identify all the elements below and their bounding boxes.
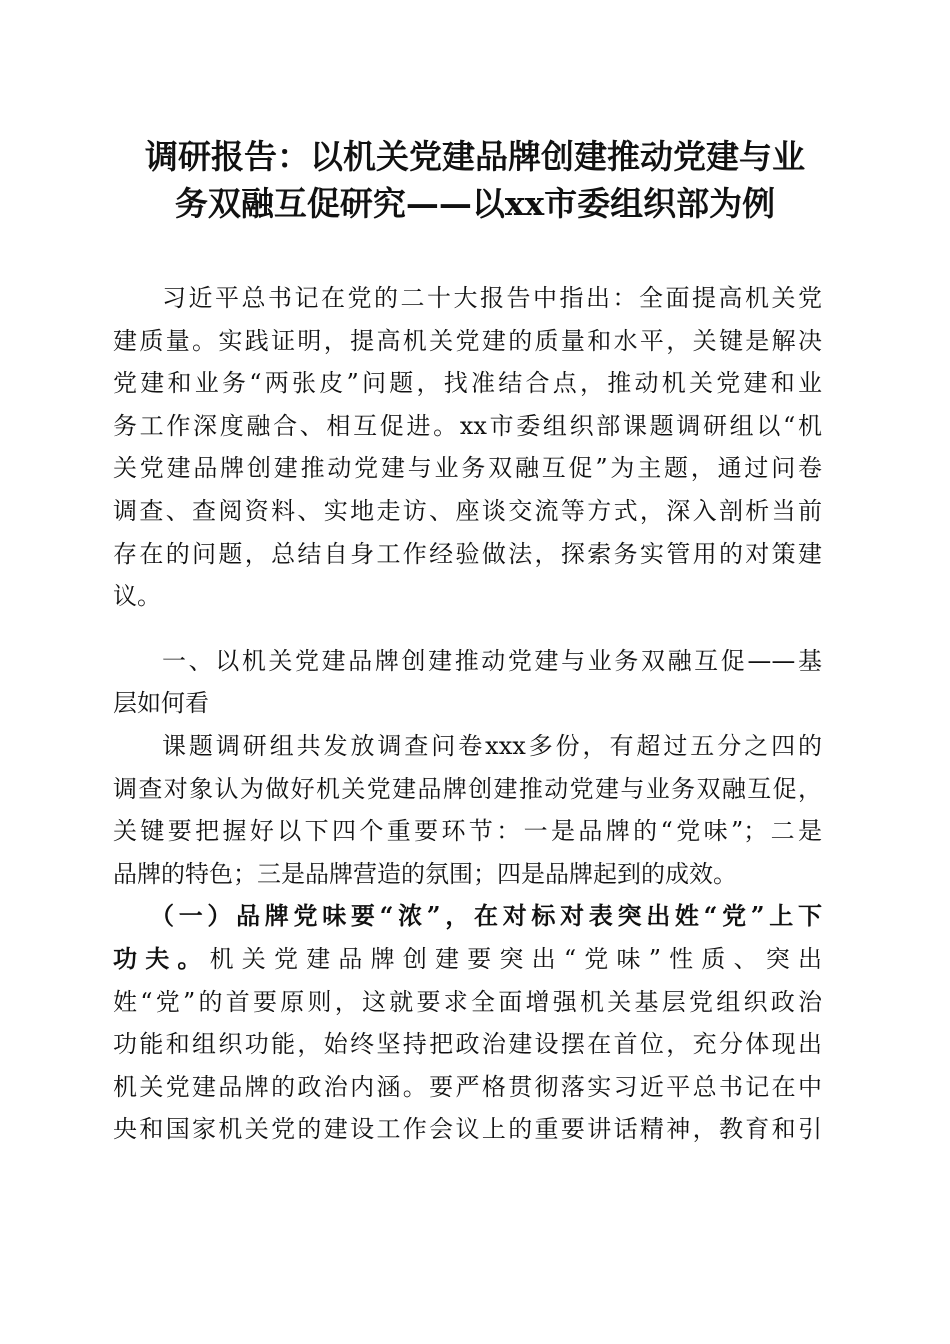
text-line: 姓“党”的首要原则，这就要求全面增强机关基层党组织政治 bbox=[113, 987, 822, 1016]
document-body bbox=[113, 277, 822, 1151]
text-line: 功能和组织功能，始终坚持把政治建设摆在首位，充分体现出 bbox=[113, 1030, 822, 1059]
text-line: 调查、查阅资料、实地走访、座谈交流等方式，深入剖析当前 bbox=[113, 496, 822, 525]
text-line: 调查对象认为做好机关党建品牌创建推动党建与业务双融互促， bbox=[113, 774, 822, 803]
text-line: 务工作深度融合、相互促进。xx市委组织部课题调研组以“机 bbox=[113, 411, 822, 440]
text-line: 习近平总书记在党的二十大报告中指出：全面提高机关党 bbox=[162, 284, 822, 312]
title-line: 调研报告：以机关党建品牌创建推动党建与业 bbox=[145, 137, 805, 176]
text-line: 存在的问题，总结自身工作经验做法，探索务实管用的对策建 bbox=[113, 539, 822, 568]
text-line bbox=[113, 938, 822, 981]
text-line: 品牌的特色；三是品牌营造的氛围；四是品牌起到的成效。 bbox=[113, 859, 737, 888]
section-heading bbox=[113, 640, 822, 725]
text-line: 课题调研组共发放调查问卷xxx多份，有超过五分之四的 bbox=[162, 731, 822, 760]
document-title bbox=[100, 133, 850, 227]
text-line: 机关党建品牌的政治内涵。要严格贯彻落实习近平总书记在中 bbox=[113, 1072, 822, 1101]
subheading-line: （一）品牌党味要“浓”，在对标对表突出姓“党”上下 bbox=[150, 901, 822, 931]
title-line: 务双融互促研究——以xx市委组织部为例 bbox=[174, 184, 776, 223]
section-paragraph bbox=[113, 725, 822, 895]
heading-line: 一、以机关党建品牌创建推动党建与业务双融互促——基 bbox=[162, 646, 822, 675]
heading-line: 层如何看 bbox=[113, 689, 209, 718]
subheading-tail: 功夫。 bbox=[113, 943, 210, 973]
text-line: 关键要把握好以下四个重要环节：一是品牌的“党味”；二是 bbox=[113, 817, 822, 846]
text-line: 关党建品牌创建推动党建与业务双融互促”为主题，通过问卷 bbox=[113, 454, 822, 483]
intro-paragraph bbox=[113, 277, 822, 618]
text-line: 央和国家机关党的建设工作会议上的重要讲话精神，教育和引 bbox=[113, 1115, 822, 1144]
subsection-paragraph bbox=[113, 895, 822, 1151]
text-line: 建质量。实践证明，提高机关党建的质量和水平，关键是解决 bbox=[113, 326, 822, 355]
text-line: 议。 bbox=[113, 582, 161, 611]
text-span: 机关党建品牌创建要突出“党味”性质、突出 bbox=[209, 944, 822, 973]
text-line: 党建和业务“两张皮”问题，找准结合点，推动机关党建和业 bbox=[113, 369, 822, 398]
